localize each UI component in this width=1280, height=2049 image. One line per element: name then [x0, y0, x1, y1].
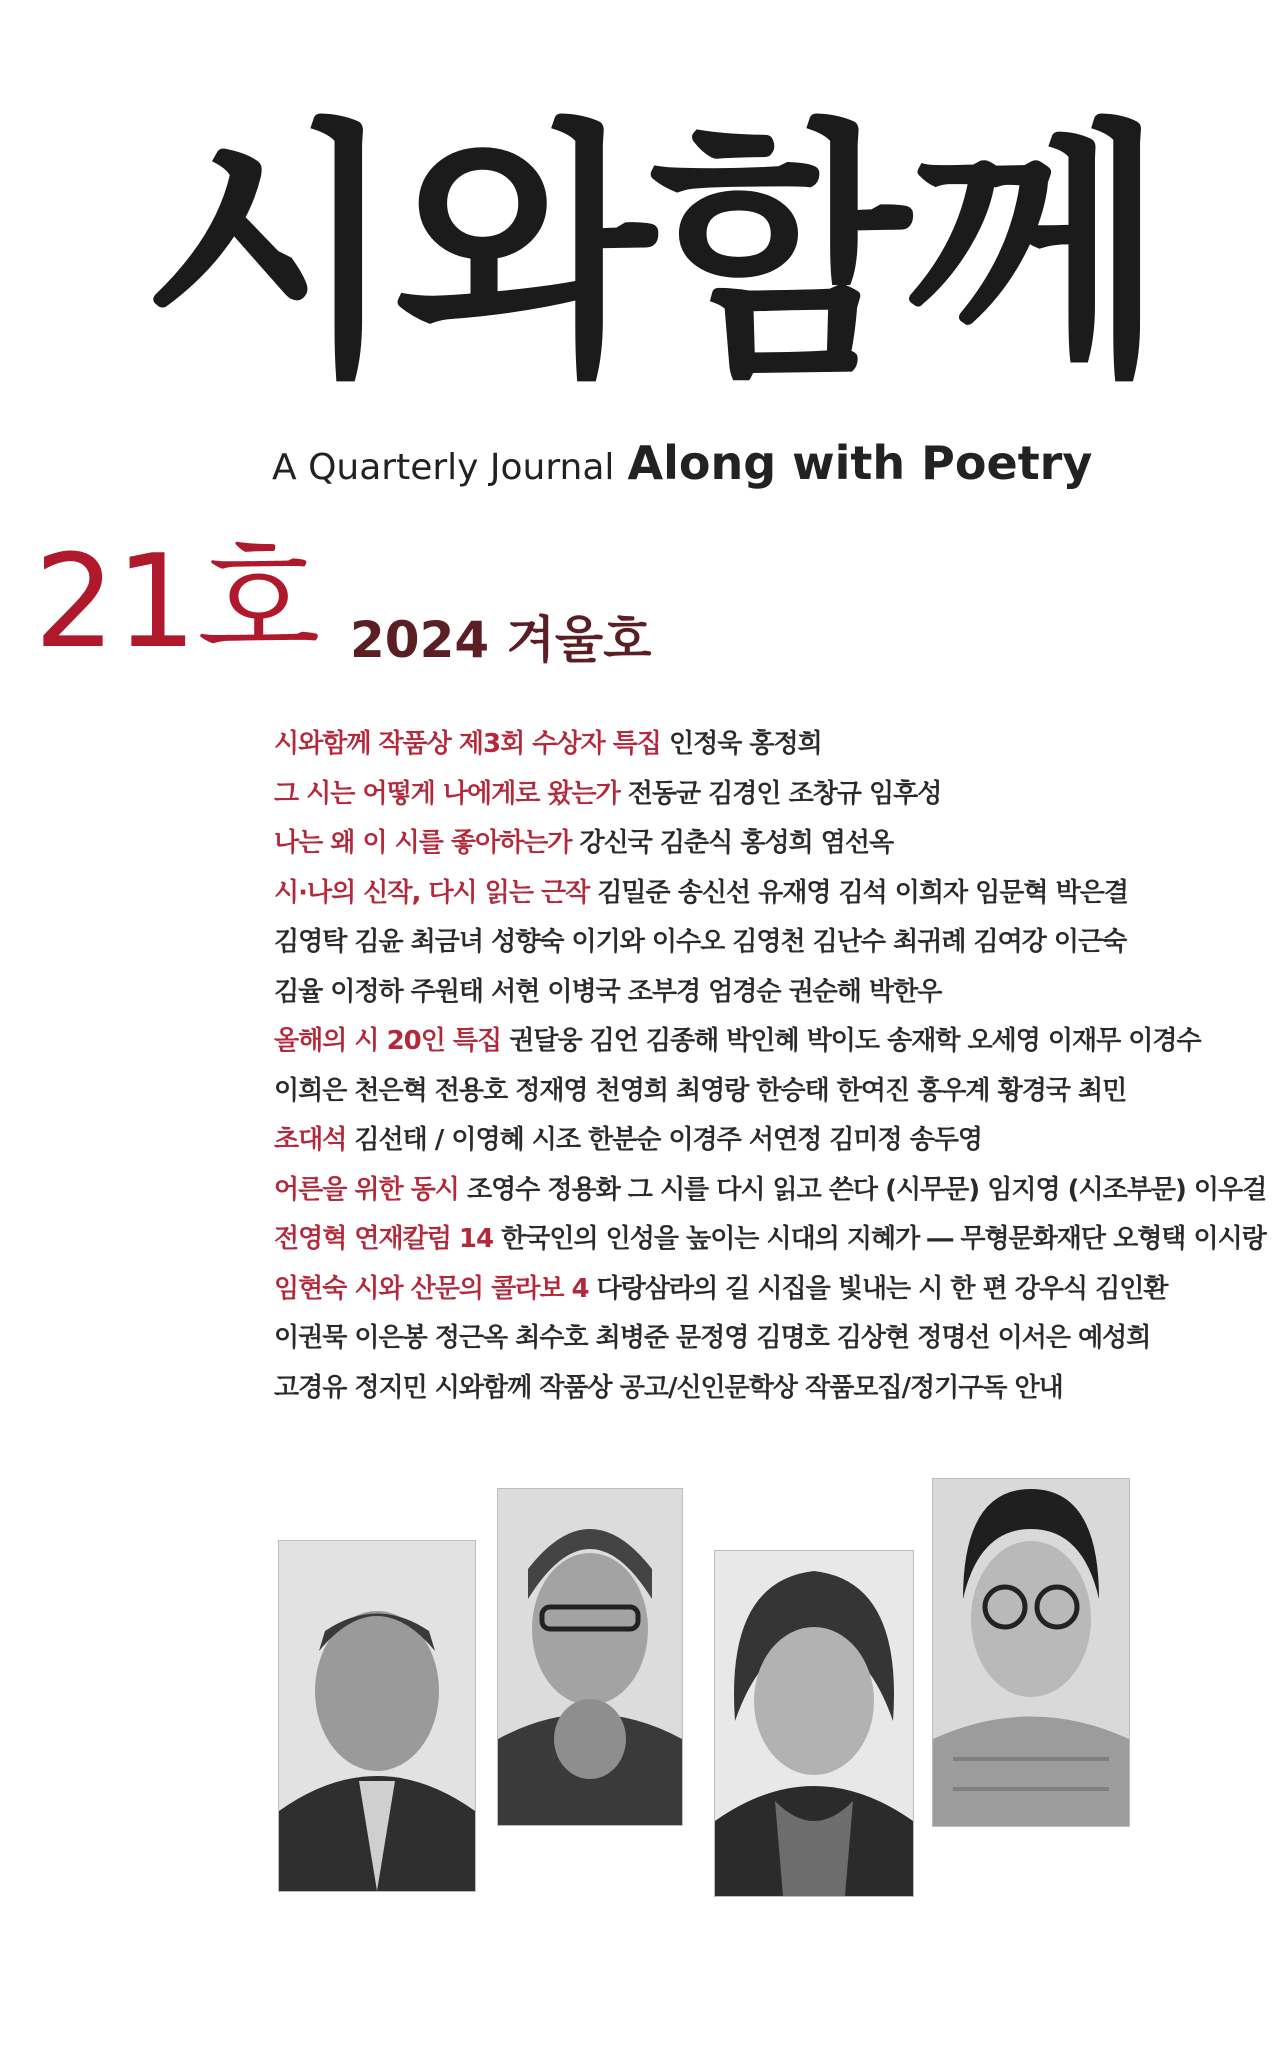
- portrait-icon: [279, 1541, 475, 1891]
- toc-heading: 어른을 위한 동시: [274, 1174, 459, 1205]
- toc-line: [274, 968, 1134, 1018]
- toc-heading: 시·나의 신작, 다시 읽는 근작: [274, 877, 590, 908]
- subtitle-small: A Quarterly Journal: [272, 447, 615, 488]
- toc-names: 인정욱 홍정희: [660, 729, 822, 759]
- toc-heading: 올해의 시 20인 특집: [274, 1026, 502, 1056]
- toc-line: [274, 869, 1134, 919]
- toc-line: [274, 720, 1134, 770]
- toc-names: 이권묵 이은봉 정근옥 최수호 최병준 문정영 김명호 김상현 정명선 이서은 예성희: [274, 1323, 1151, 1353]
- author-photo-2: [497, 1488, 683, 1826]
- toc-line: [274, 1067, 1134, 1117]
- toc-heading: 그 시는 어떻게 나에게로 왔는가: [274, 778, 620, 809]
- toc-heading: 시와함께 작품상 제3회 수상자 특집: [274, 729, 661, 759]
- author-photo-3: [714, 1550, 914, 1897]
- toc-line: [274, 1017, 1201, 1067]
- issue-number: 21호: [34, 528, 321, 677]
- toc-line: [274, 1265, 1168, 1315]
- toc-names: 김선태 / 이영혜 시조 한분순 이경주 서연정 김미정 송두영: [346, 1125, 982, 1155]
- toc-names: 이희은 천은혁 전용호 정재영 천영희 최영랑 한승태 한여진 홍우계 황경국 최민: [274, 1075, 1127, 1106]
- toc-names: 강신국 김춘식 홍성희 염선옥: [571, 828, 894, 858]
- toc-line: [274, 819, 1134, 869]
- journal-subtitle: [272, 436, 1092, 490]
- toc-names: 김율 이정하 주원태 서현 이병국 조부경 엄경순 권순해 박한우: [274, 976, 942, 1007]
- issue-season: 2024 겨울호: [350, 611, 652, 669]
- toc-names: 김영탁 김윤 최금녀 성향숙 이기와 이수오 김영천 김난수 최귀례 김여강 이근숙: [274, 927, 1127, 957]
- toc-names: 권달웅 김언 김종해 박인혜 박이도 송재학 오세영 이재무 이경수: [501, 1026, 1201, 1056]
- toc-line: [274, 1166, 1267, 1216]
- journal-title: 시와함께: [140, 97, 1160, 412]
- portrait-icon: [715, 1551, 913, 1896]
- toc-heading: 전영혁 연재칼럼 14: [274, 1224, 494, 1254]
- toc-names: 조영수 정용화 그 시를 다시 읽고 쓴다 (시무문) 임지영 (시조부문) 이우걸: [458, 1174, 1267, 1205]
- toc-line: [274, 1314, 1151, 1364]
- toc-names: 김밀준 송신선 유재영 김석 이희자 임문혁 박은결: [589, 877, 1128, 908]
- toc-names: 한국인의 인성을 높이는 시대의 지혜가 ― 무형문화재단 오형택 이시랑: [493, 1224, 1266, 1254]
- toc-line: [274, 1364, 1134, 1414]
- toc-line: [274, 770, 1134, 820]
- toc-heading: 나는 왜 이 시를 좋아하는가: [274, 828, 572, 858]
- toc-heading: 초대석: [274, 1125, 347, 1155]
- toc-names: 전동균 김경인 조창규 임후성: [619, 778, 942, 809]
- portrait-icon: [933, 1479, 1129, 1826]
- toc-line: [274, 918, 1134, 968]
- toc-names: 고경유 정지민 시와함께 작품상 공고/신인문학상 작품모집/정기구독 안내: [274, 1372, 1063, 1403]
- subtitle-big: Along with Poetry: [627, 436, 1093, 490]
- table-of-contents: [274, 720, 1267, 1413]
- author-photo-4: [932, 1478, 1130, 1827]
- toc-line: [274, 1215, 1266, 1265]
- author-photo-1: [278, 1540, 476, 1892]
- toc-heading: 임현숙 시와 산문의 콜라보 4: [274, 1273, 589, 1304]
- toc-names: 다랑삼라의 길 시집을 빛내는 시 한 편 강우식 김인환: [588, 1273, 1168, 1304]
- portrait-icon: [498, 1489, 682, 1825]
- toc-line: [274, 1116, 1134, 1166]
